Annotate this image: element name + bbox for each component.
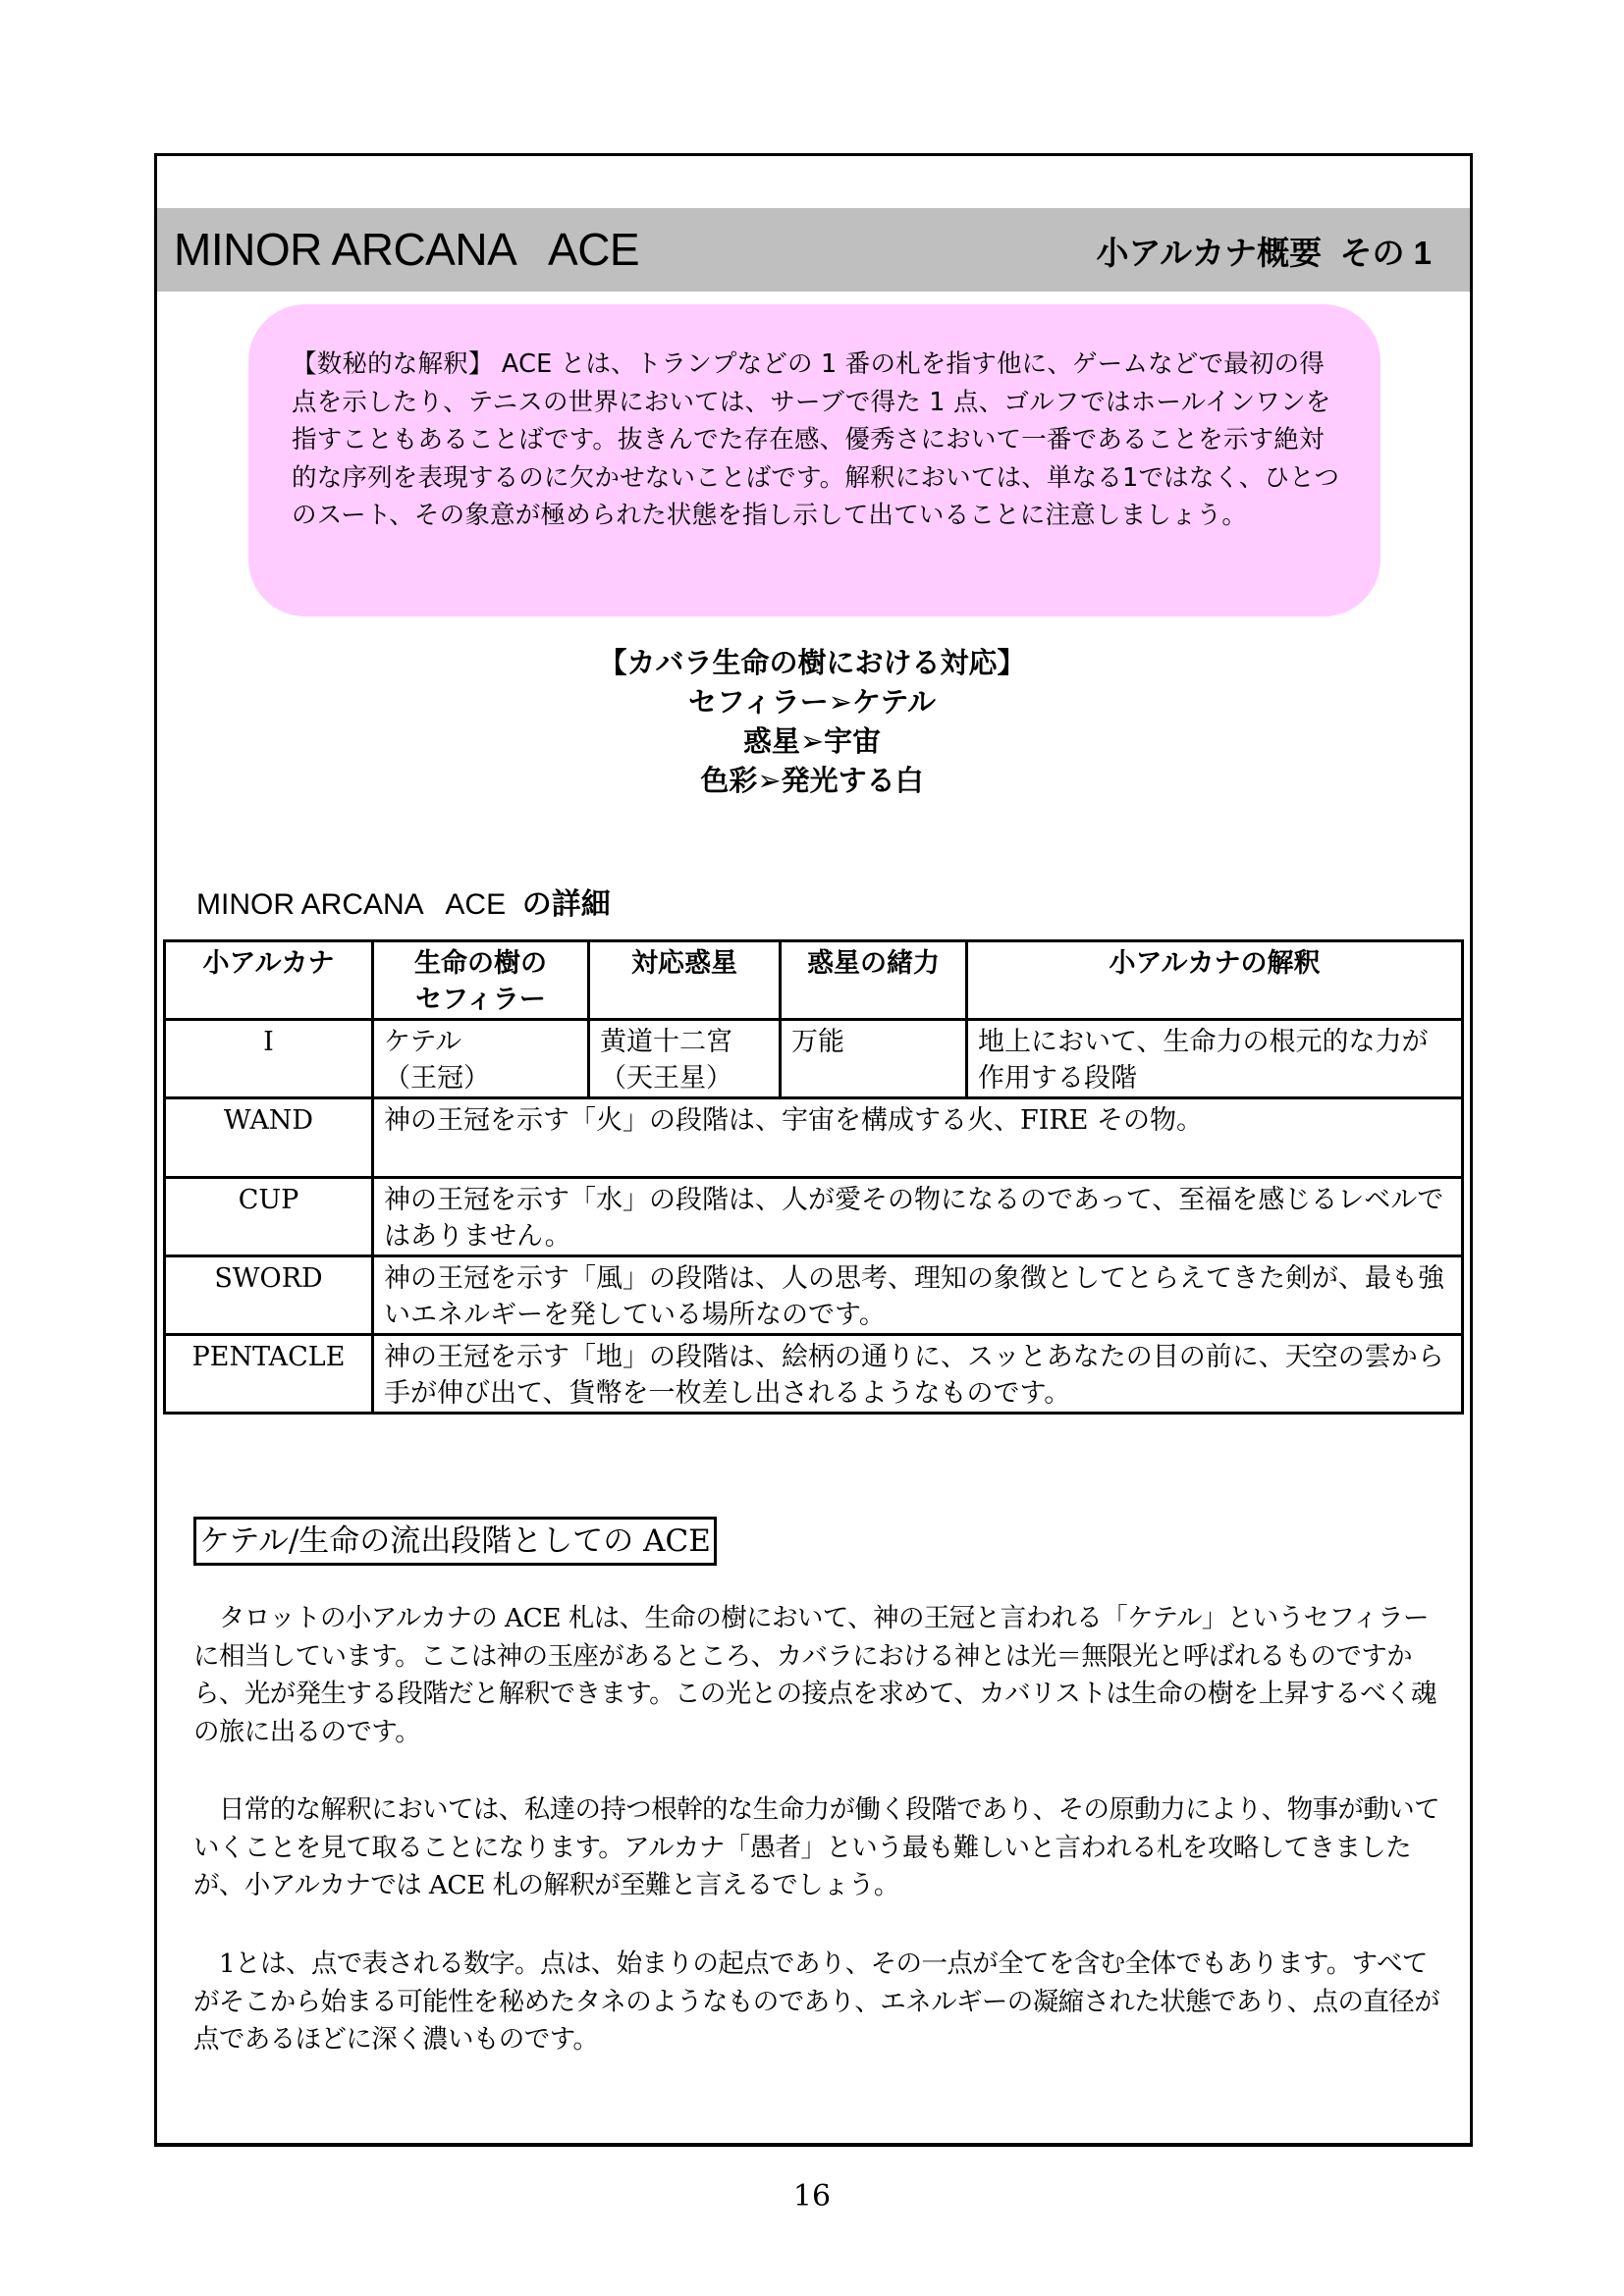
detail-title-jp: の詳細 bbox=[521, 887, 611, 922]
header-interpretation: 小アルカナの解釈 bbox=[967, 941, 1463, 1020]
cell-suit: CUP bbox=[165, 1178, 373, 1256]
page-subtitle: 小アルカナ概要 その 1 bbox=[1096, 235, 1432, 271]
kabbala-sephira: セフィラー➢ケテル bbox=[688, 685, 936, 719]
table-row bbox=[165, 1256, 1463, 1335]
cell-planet: 黄道十二宮 （天王星） bbox=[589, 1020, 781, 1098]
body-paragraph: 1とは、点で表される数字。点は、始まりの起点であり、その一点が全てを含む全体でもあります。すべてがそこから始まる可能性を秘めたタネのようなものであり、エネルギーの凝縮された状態であり、点の直径が点であるほどに深く濃いものです。 bbox=[193, 1949, 1440, 2055]
detail-table bbox=[163, 939, 1464, 1415]
cell-sephira: ケテル （王冠） bbox=[373, 1020, 589, 1098]
cell-suit: PENTACLE bbox=[165, 1335, 373, 1414]
detail-title-en: MINOR ARCANA ACE bbox=[196, 888, 522, 921]
cell-card: I bbox=[165, 1020, 373, 1098]
body-paragraph: タロットの小アルカナの ACE 札は、生命の樹において、神の王冠と言われる「ケテル」というセフィラーに相当しています。ここは神の玉座があるところ、カバラにおける神とは光＝無限光と呼ばれるものですから、光が発生する段階だと解釈できます。この光との接点を求めて、カバリストは生命の樹を上昇するべく魂の旅に出るのです。 bbox=[193, 1603, 1436, 1747]
kabbala-color: 色彩➢発光する白 bbox=[700, 764, 924, 797]
cell-suit-text: 神の王冠を示す「火」の段階は、宇宙を構成する火、FIRE その物。 bbox=[373, 1098, 1463, 1178]
header-planet: 対応惑星 bbox=[589, 941, 781, 1020]
header-power: 惑星の緒力 bbox=[781, 941, 967, 1020]
detail-title bbox=[196, 885, 611, 925]
kabbala-correspondence bbox=[0, 643, 1624, 800]
page-title: MINOR ARCANA ACE bbox=[174, 224, 640, 275]
table-row bbox=[165, 1335, 1463, 1414]
page-number: 16 bbox=[792, 2179, 832, 2214]
section-heading: ケテル/生命の流出段階としての ACE bbox=[193, 1517, 717, 1566]
kabbala-planet: 惑星➢宇宙 bbox=[742, 724, 882, 758]
body-paragraph: 日常的な解釈においては、私達の持つ根幹的な生命力が働く段階であり、その原動力により、物事が動いていくことを見て取ることになります。アルカナ「愚者」という最も難しいと言われる札を攻略してきましたが、小アルカナでは ACE 札の解釈が至難と言えるでしょう。 bbox=[193, 1794, 1440, 1900]
cell-suit-text: 神の王冠を示す「水」の段階は、人が愛その物になるのであって、至福を感じるレベルではありません。 bbox=[373, 1178, 1463, 1256]
cell-meaning: 地上において、生命力の根元的な力が作用する段階 bbox=[967, 1020, 1463, 1098]
cell-suit-text: 神の王冠を示す「地」の段階は、絵柄の通りに、スッとあなたの目の前に、天空の雲から手が伸び出て、貨幣を一枚差し出されるようなものです。 bbox=[373, 1335, 1463, 1414]
table-row bbox=[165, 1178, 1463, 1256]
kabbala-heading: 【カバラ生命の樹における対応】 bbox=[598, 646, 1026, 679]
table-row bbox=[165, 1098, 1463, 1178]
table-header-row bbox=[165, 941, 1463, 1020]
cell-suit: SWORD bbox=[165, 1256, 373, 1335]
cell-suit-text: 神の王冠を示す「風」の段階は、人の思考、理知の象徴としてとらえてきた剣が、最も強いエネルギーを発している場所なのです。 bbox=[373, 1256, 1463, 1335]
numerology-text: 【数秘的な解釈】 ACE とは、トランプなどの 1 番の札を指す他に、ゲームなどで最初の得点を示したり、テニスの世界においては、サーブで得た 1 点、ゴルフではホールインワンを指すこともあることばです。抜きんでた存在感、優秀さにおいて一番であることを示す絶対的な序列を表現するのに欠かせないことばです。解釈においては、単なる1ではなく、ひとつのスート、その象意が極められた状態を指し示して出ていることに注意しましょう。 bbox=[292, 349, 1340, 530]
header-sephira bbox=[373, 941, 589, 1020]
cell-suit: WAND bbox=[165, 1098, 373, 1178]
header-minor-arcana: 小アルカナ bbox=[165, 941, 373, 1020]
table-row bbox=[165, 1020, 1463, 1098]
cell-power: 万能 bbox=[781, 1020, 967, 1098]
header-sephira-label: 生命の樹の セフィラー bbox=[414, 948, 547, 1015]
